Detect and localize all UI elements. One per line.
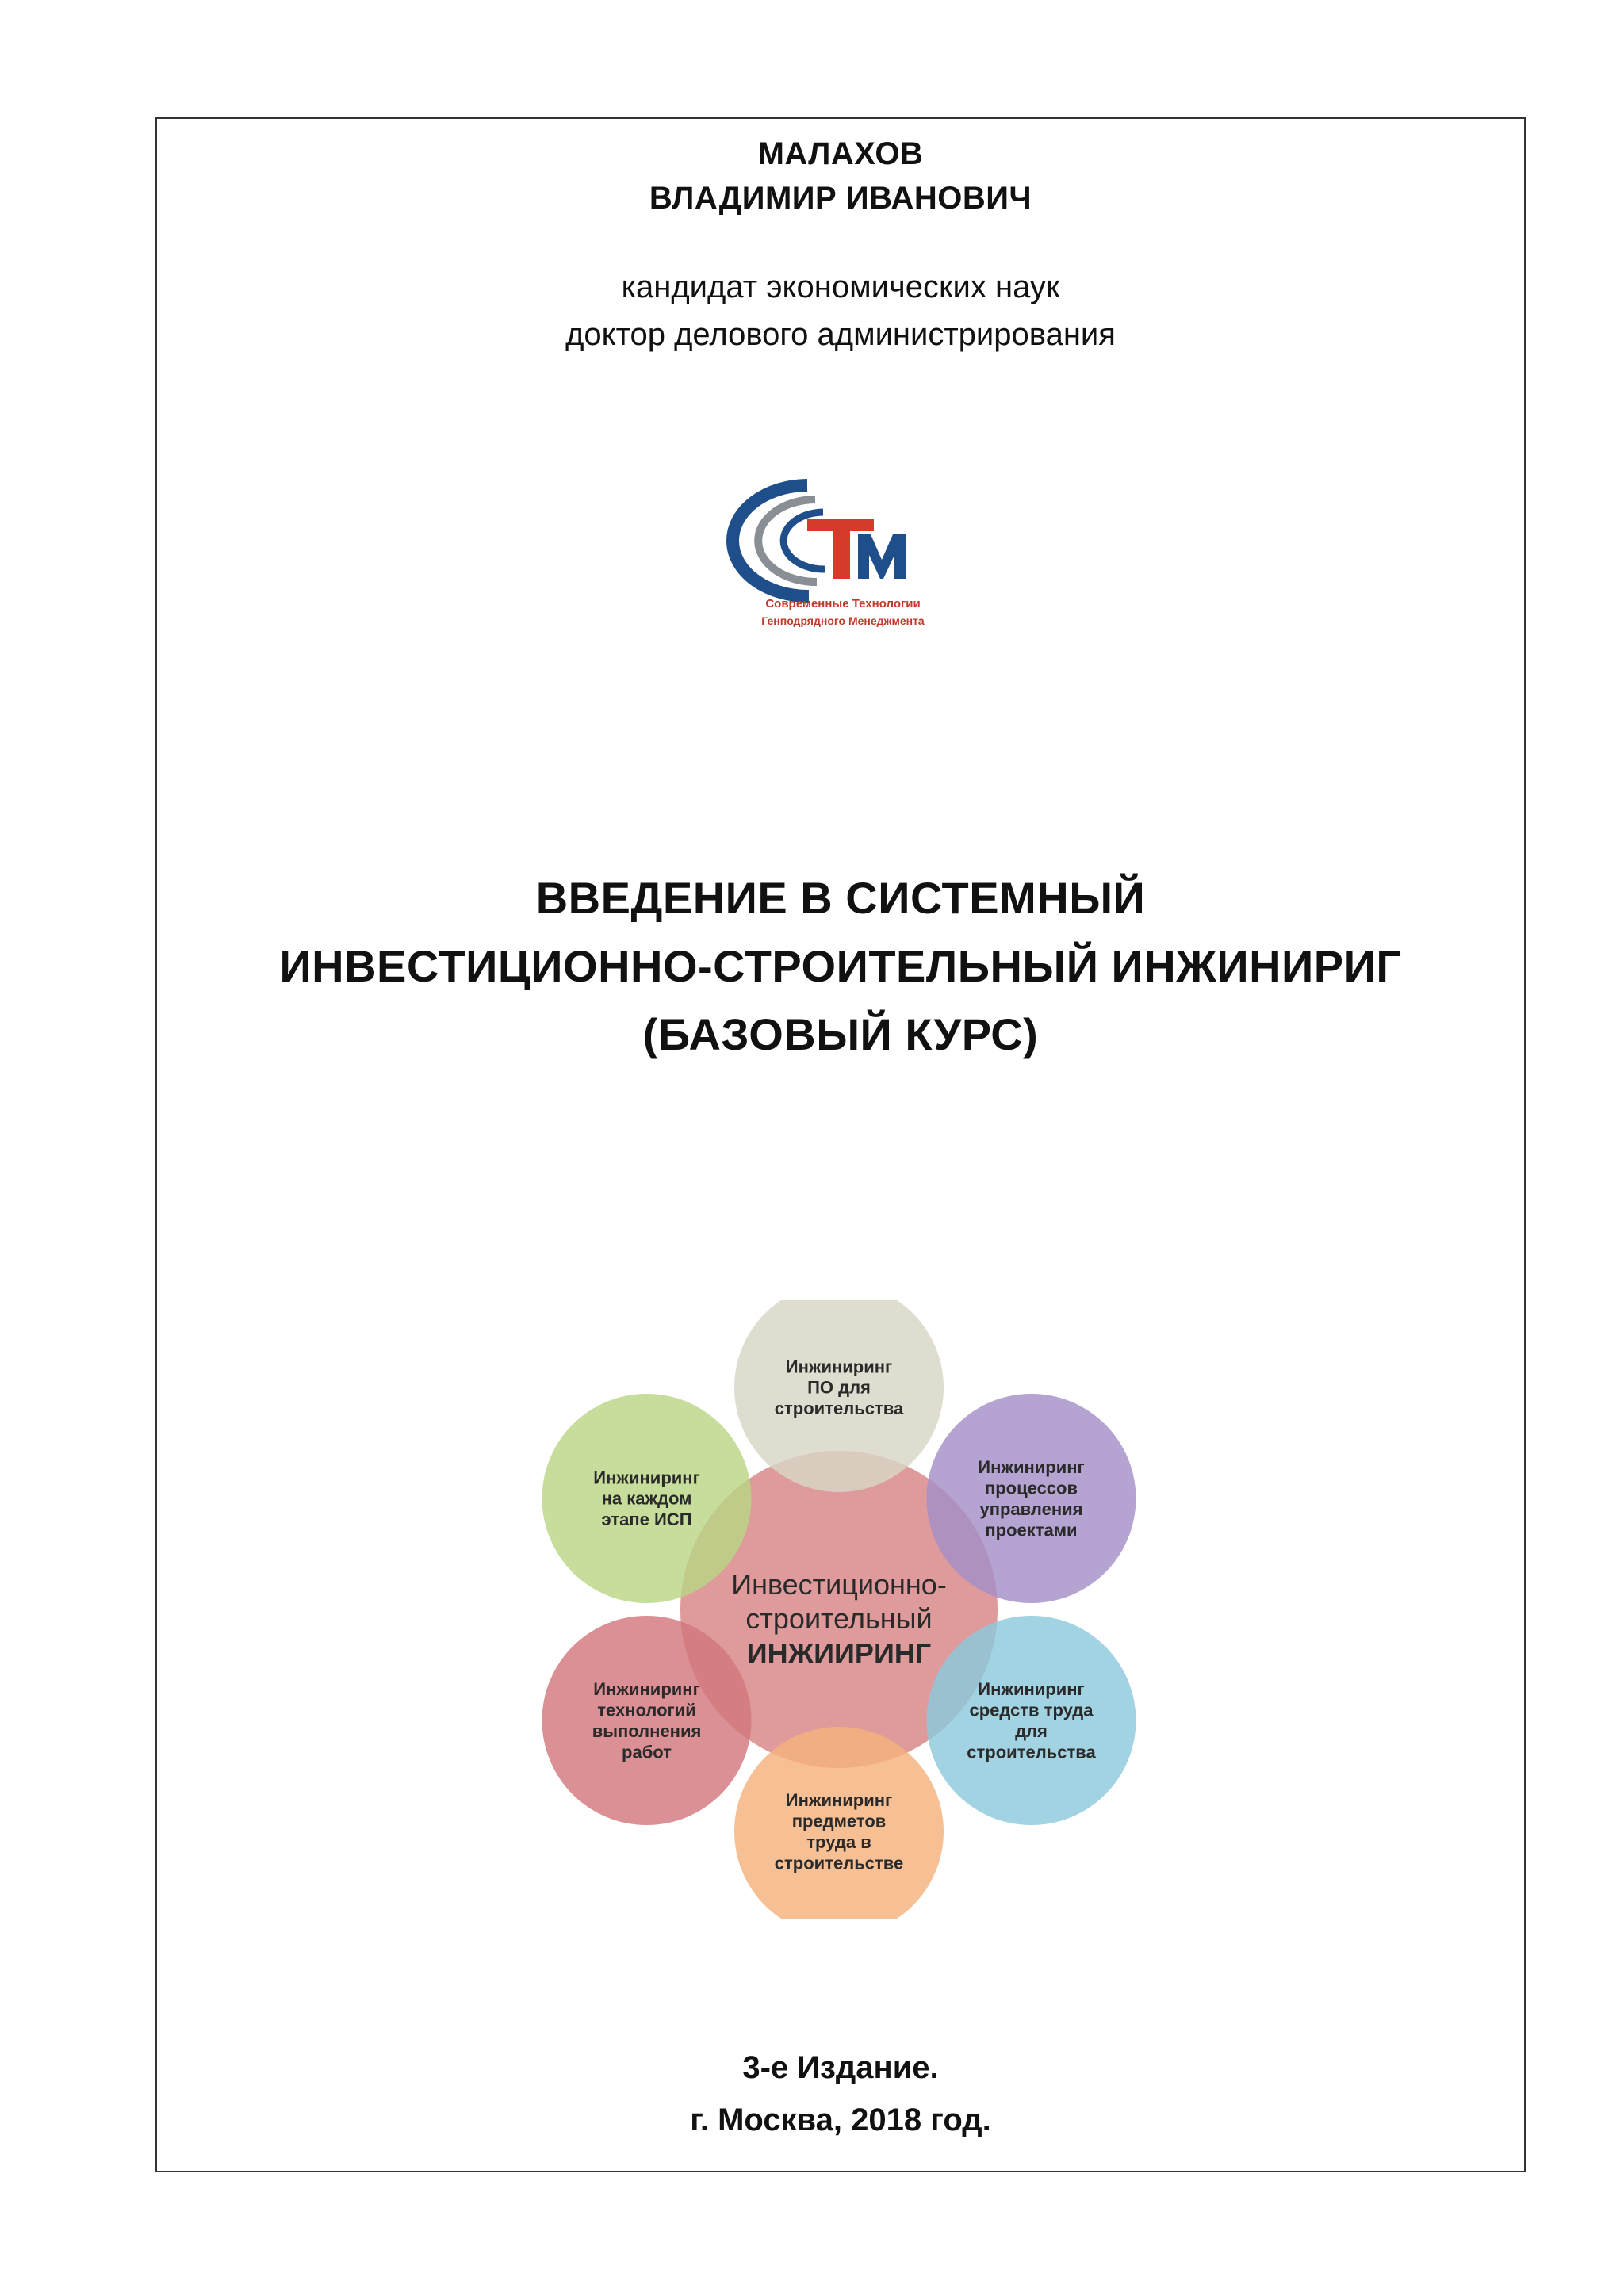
petal-label: технологий [597, 1700, 696, 1720]
petal-label: проектами [985, 1520, 1078, 1540]
author-surname: МАЛАХОВ [757, 136, 924, 171]
petal-label: строительства [774, 1399, 904, 1419]
publisher-logo [712, 468, 974, 634]
credential-candidate: кандидат экономических наук [621, 270, 1060, 304]
petal-label: ПО для [807, 1377, 871, 1398]
title-line-2: ИНВЕСТИЦИОННО-СТРОИТЕЛЬНЫЙ ИНЖИНИРИГ [279, 941, 1402, 991]
center-label: строительный [745, 1602, 933, 1636]
petal-label: работ [622, 1742, 672, 1762]
petal-label: предметов [791, 1811, 887, 1831]
petal-label: строительстве [774, 1853, 904, 1873]
petal-label: средств труда [969, 1700, 1094, 1720]
petal-label: на каждом [601, 1488, 692, 1509]
petal-label: Инжиниринг [593, 1468, 700, 1488]
publication-place-year: г. Москва, 2018 год. [690, 2103, 991, 2137]
edition-line: 3-е Издание. [742, 2050, 939, 2085]
petal-label: строительства [967, 1742, 1096, 1762]
petal-label: этапе ИСП [601, 1510, 692, 1530]
logo-caption-2: Генподрядного Менеджмента [761, 614, 925, 627]
title-line-3: (БАЗОВЫЙ КУРС) [642, 1009, 1039, 1059]
logo-caption-1: Современные Технологии [765, 597, 921, 610]
petal-label: труда в [806, 1831, 871, 1852]
petal-label: Инжиниринг [593, 1679, 700, 1700]
petal-label: выполнения [592, 1720, 702, 1741]
petal-label: Инжиниринг [978, 1679, 1085, 1700]
credential-doctor: доктор делового администрирования [565, 317, 1116, 352]
author-given-names: ВЛАДИМИР ИВАНОВИЧ [649, 181, 1032, 216]
petal-label: для [1015, 1720, 1048, 1741]
petal-label: процессов [984, 1478, 1078, 1498]
petal-label: Инжиниринг [785, 1357, 893, 1377]
petal-label: Инжиниринг [785, 1790, 893, 1811]
page-frame [155, 117, 1526, 2172]
petal-label: управления [979, 1498, 1083, 1519]
center-label: ИНЖИИРИНГ [746, 1637, 932, 1670]
engineering-diagram [538, 1300, 1140, 1919]
title-line-1: ВВЕДЕНИЕ В СИСТЕМНЫЙ [535, 873, 1146, 923]
center-label: Инвестиционно- [731, 1568, 947, 1601]
petal-label: Инжиниринг [978, 1457, 1085, 1478]
